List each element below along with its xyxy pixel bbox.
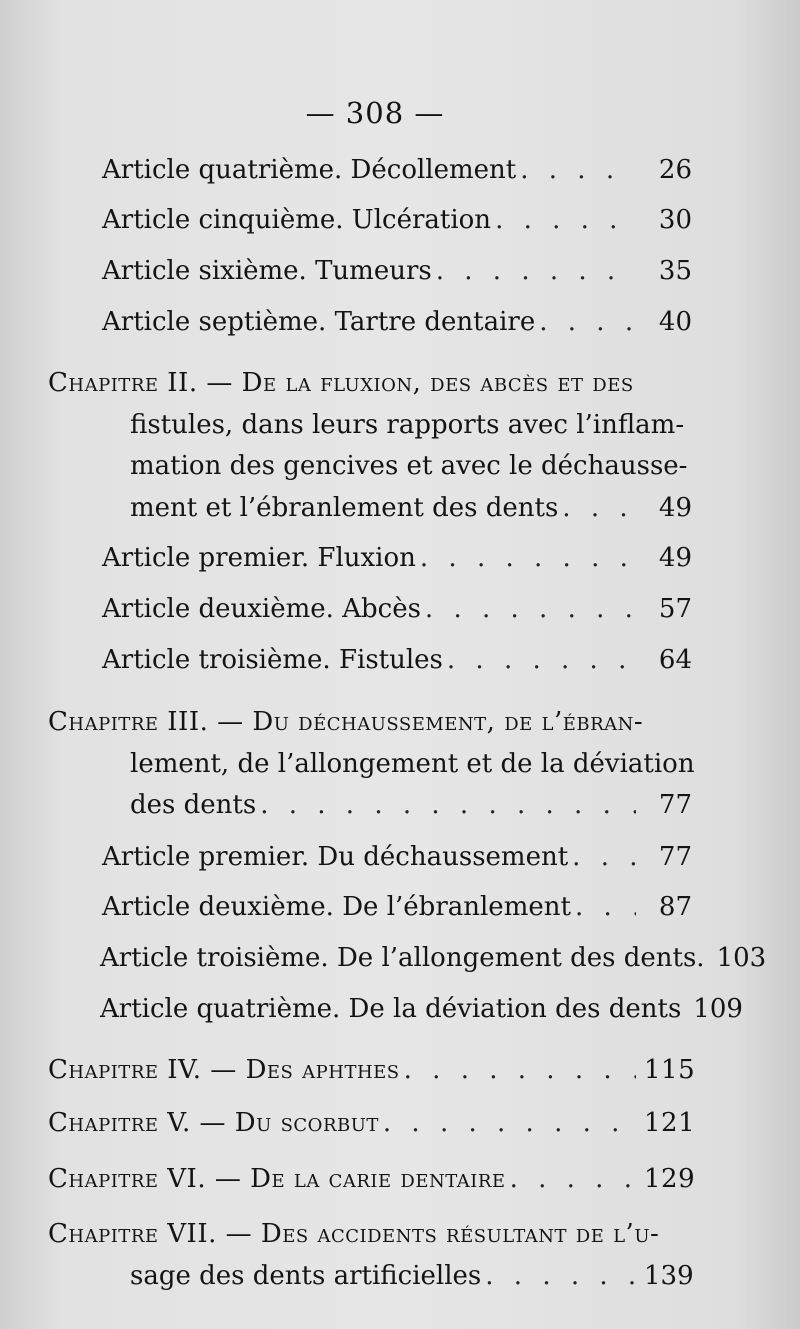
entry-page: 139 — [644, 1261, 694, 1291]
entry-page: 77 — [658, 790, 692, 820]
entry-page: 64 — [658, 645, 692, 675]
entry-title: Article premier. Du déchaussement — [102, 842, 569, 872]
entry-page: 49 — [658, 543, 692, 573]
toc-entry — [102, 155, 692, 185]
dot-leader — [383, 1108, 636, 1138]
dot-leader — [404, 1055, 636, 1085]
toc-entry — [102, 892, 692, 922]
chapter-heading-line: Chapitre VII. — Des accidents résultant de l’u- — [48, 1219, 660, 1249]
entry-page: 115 — [644, 1055, 696, 1085]
entry-page: 49 — [658, 493, 692, 523]
entry-title: Article sixième. Tumeurs — [102, 256, 432, 286]
entry-title: Article premier. Fluxion — [102, 543, 416, 573]
entry-title: Chapitre IV. — Des aphthes — [48, 1055, 400, 1085]
dot-leader — [420, 543, 636, 573]
entry-page: 26 — [658, 155, 692, 185]
dot-leader — [562, 493, 636, 523]
dot-leader — [510, 1164, 636, 1194]
entry-page: 109 — [693, 994, 743, 1024]
entry-title: Article quatrième. Décollement — [102, 155, 517, 185]
toc-entry — [48, 1164, 696, 1194]
dot-leader — [485, 1261, 636, 1291]
toc-entry — [102, 543, 692, 573]
toc-entry — [102, 205, 692, 235]
dot-leader — [425, 594, 636, 624]
toc-entry — [102, 842, 692, 872]
entry-title: Chapitre VI. — De la carie dentaire — [48, 1164, 506, 1194]
entry-title: des dents — [130, 790, 257, 820]
entry-title: Article septième. Tartre dentaire — [102, 307, 536, 337]
entry-title: Article deuxième. De l’ébranlement — [102, 892, 571, 922]
toc-entry — [102, 256, 692, 286]
toc-entry — [130, 493, 692, 523]
toc-entry — [100, 994, 743, 1024]
dot-leader — [539, 307, 636, 337]
entry-page: 87 — [658, 892, 692, 922]
entry-title: Article cinquième. Ulcération — [102, 205, 492, 235]
entry-title: Article troisième. Fistules — [102, 645, 443, 675]
entry-page: 77 — [658, 842, 692, 872]
entry-title: Article deuxième. Abcès — [102, 594, 421, 624]
entry-title: Article quatrième. De la déviation des dents — [100, 994, 682, 1024]
toc-entry — [48, 1055, 696, 1085]
entry-page: 121 — [644, 1108, 696, 1138]
toc-entry — [130, 1261, 692, 1291]
dot-leader — [495, 205, 636, 235]
dot-leader — [447, 645, 636, 675]
chapter-heading-line: Chapitre III. — Du déchaussement, de l’ébran- — [48, 707, 644, 737]
dot-leader — [260, 790, 636, 820]
entry-page: 30 — [658, 205, 692, 235]
entry-page: 129 — [644, 1164, 696, 1194]
toc-entry — [102, 594, 692, 624]
chapter-heading-line: Chapitre II. — De la fluxion, des abcès et des — [48, 368, 634, 398]
toc-entry — [102, 645, 692, 675]
chapter-heading-line: lement, de l’allongement et de la déviation — [130, 749, 695, 779]
entry-title: Chapitre V. — Du scorbut — [48, 1108, 379, 1138]
dot-leader — [575, 892, 636, 922]
toc-entry — [102, 307, 692, 337]
toc-entry — [48, 1108, 696, 1138]
entry-page: 57 — [658, 594, 692, 624]
entry-title: ment et l’ébranlement des dents — [130, 493, 559, 523]
entry-page: 103 — [716, 943, 767, 973]
entry-page: 40 — [658, 307, 692, 337]
entry-title: Article troisième. De l’allongement des dents. — [100, 943, 705, 973]
entry-page: 35 — [658, 256, 692, 286]
dot-leader — [572, 842, 636, 872]
chapter-heading-line: mation des gencives et avec le déchausse- — [130, 451, 688, 481]
dot-leader — [436, 256, 636, 286]
toc-entry — [100, 943, 767, 973]
entry-title: sage des dents artificielles — [130, 1261, 482, 1291]
dot-leader — [520, 155, 636, 185]
chapter-heading-line: fistules, dans leurs rapports avec l’inflam- — [130, 410, 685, 440]
page-number: — 308 — — [305, 96, 445, 130]
toc-entry — [130, 790, 692, 820]
